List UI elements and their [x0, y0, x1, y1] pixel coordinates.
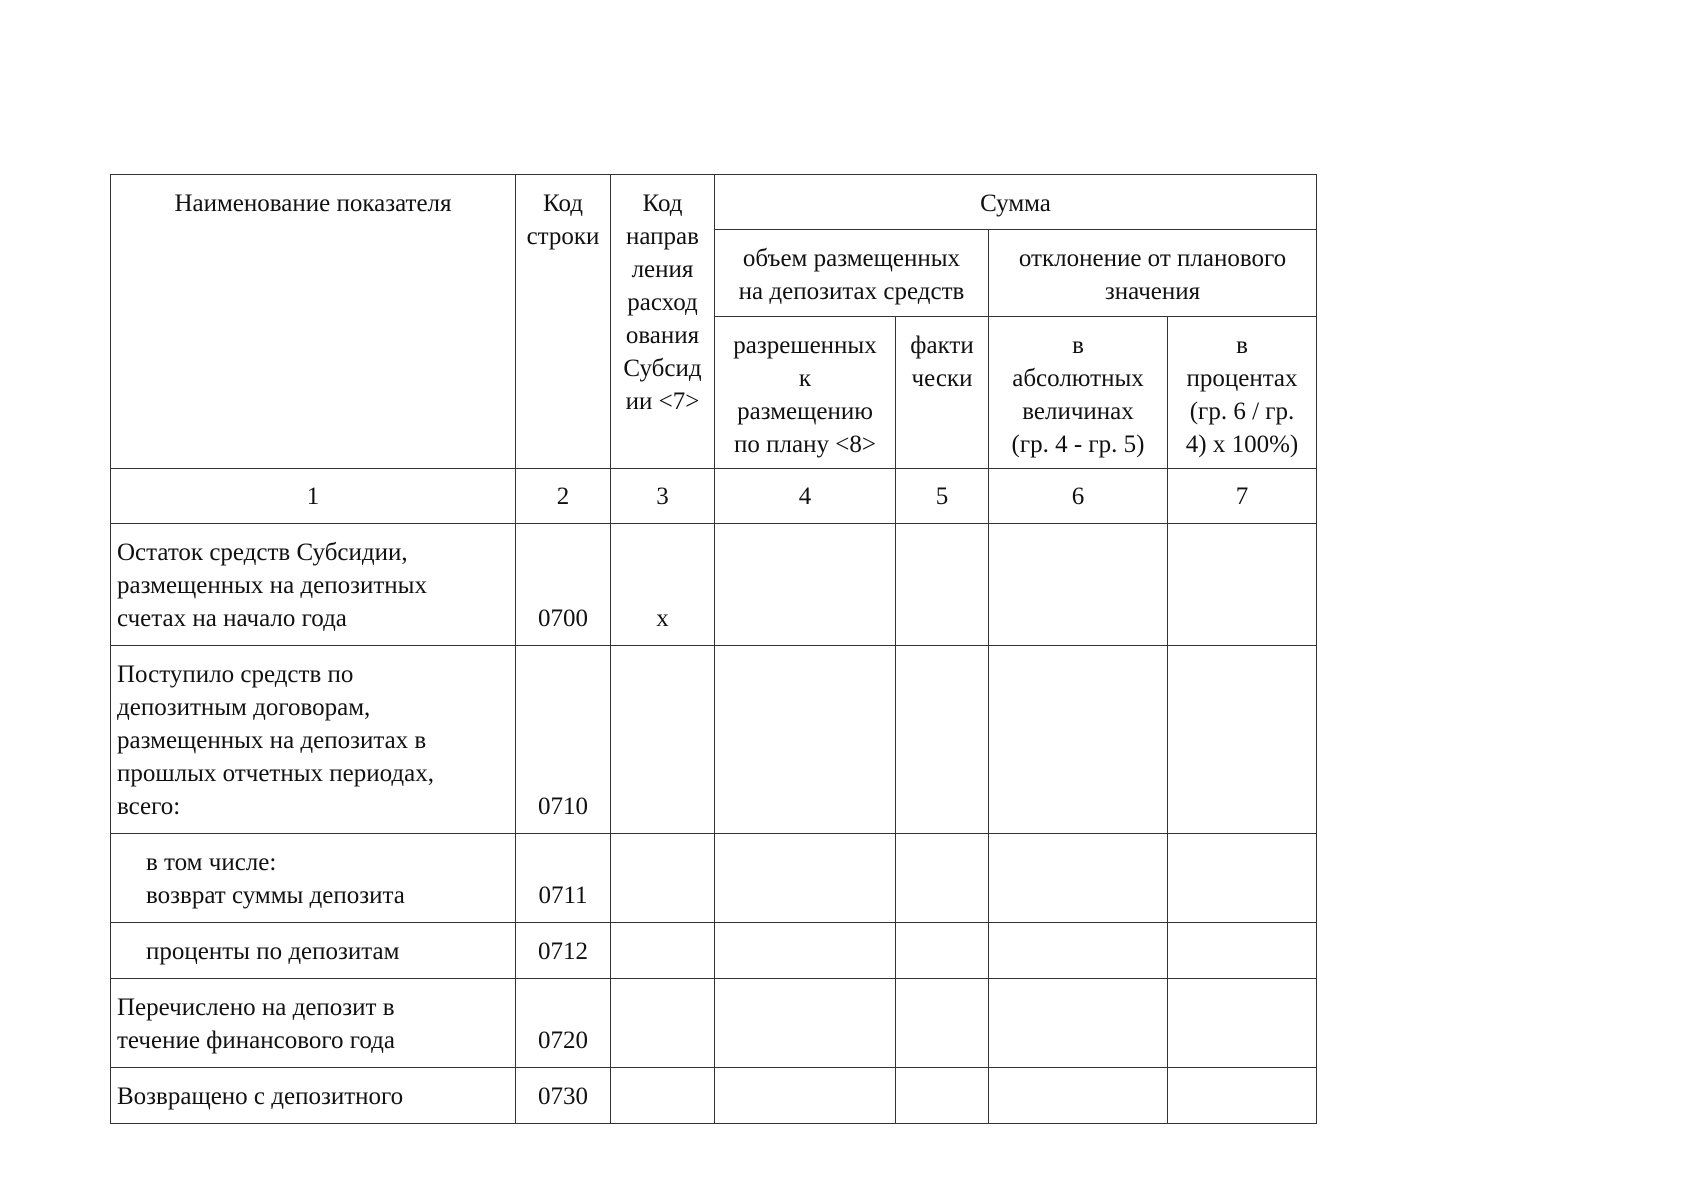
cell-permitted[interactable]	[715, 834, 896, 923]
column-number-row	[111, 469, 1317, 524]
row-direction: x	[611, 524, 715, 646]
row-code: 0712	[516, 923, 611, 979]
column-number: 4	[715, 469, 896, 524]
row-name: в том числе: возврат суммы депозита	[111, 834, 516, 923]
cell-absolute[interactable]	[989, 979, 1168, 1068]
col-header-sum: Сумма	[715, 175, 1317, 230]
header-row-1	[111, 175, 1317, 230]
table-row	[111, 1068, 1317, 1124]
col-header-deviation: отклонение от планового значения	[989, 230, 1317, 317]
cell-percent[interactable]	[1168, 979, 1317, 1068]
table-row	[111, 524, 1317, 646]
cell-percent[interactable]	[1168, 524, 1317, 646]
col-header-volume: объем размещенных на депозитах средств	[715, 230, 989, 317]
row-code: 0700	[516, 524, 611, 646]
column-number: 7	[1168, 469, 1317, 524]
row-direction	[611, 979, 715, 1068]
cell-permitted[interactable]	[715, 646, 896, 834]
column-number: 5	[896, 469, 989, 524]
cell-actual[interactable]	[896, 524, 989, 646]
deposit-report-table	[110, 174, 1317, 1124]
cell-permitted[interactable]	[715, 1068, 896, 1124]
cell-absolute[interactable]	[989, 524, 1168, 646]
col-header-absolute: в абсолютных величинах (гр. 4 - гр. 5)	[989, 317, 1168, 469]
cell-percent[interactable]	[1168, 923, 1317, 979]
cell-permitted[interactable]	[715, 524, 896, 646]
col-header-direction: Код направ ления расход ования Субсид ии <7>	[611, 175, 715, 469]
table-row	[111, 834, 1317, 923]
row-code: 0720	[516, 979, 611, 1068]
cell-actual[interactable]	[896, 834, 989, 923]
table-row	[111, 646, 1317, 834]
row-direction	[611, 923, 715, 979]
cell-percent[interactable]	[1168, 1068, 1317, 1124]
row-name: Поступило средств по депозитным договорам, размещенных на депозитах в прошлых отчетных периодах, всего:	[111, 646, 516, 834]
row-name: Перечислено на депозит в течение финансового года	[111, 979, 516, 1068]
cell-absolute[interactable]	[989, 834, 1168, 923]
cell-percent[interactable]	[1168, 834, 1317, 923]
col-header-actual: факти чески	[896, 317, 989, 469]
col-header-permitted: разрешенных к размещению по плану <8>	[715, 317, 896, 469]
table-row	[111, 979, 1317, 1068]
cell-actual[interactable]	[896, 979, 989, 1068]
cell-permitted[interactable]	[715, 923, 896, 979]
row-name: Остаток средств Субсидии, размещенных на депозитных счетах на начало года	[111, 524, 516, 646]
row-code: 0710	[516, 646, 611, 834]
column-number: 6	[989, 469, 1168, 524]
cell-absolute[interactable]	[989, 646, 1168, 834]
row-code: 0711	[516, 834, 611, 923]
cell-absolute[interactable]	[989, 1068, 1168, 1124]
row-direction	[611, 834, 715, 923]
table-row	[111, 923, 1317, 979]
cell-actual[interactable]	[896, 646, 989, 834]
row-name: проценты по депозитам	[111, 923, 516, 979]
row-code: 0730	[516, 1068, 611, 1124]
column-number: 3	[611, 469, 715, 524]
cell-actual[interactable]	[896, 923, 989, 979]
cell-absolute[interactable]	[989, 923, 1168, 979]
row-name: Возвращено с депозитного	[111, 1068, 516, 1124]
deposit-report-sheet	[110, 174, 1317, 1124]
column-number: 2	[516, 469, 611, 524]
col-header-code: Код строки	[516, 175, 611, 469]
row-direction	[611, 1068, 715, 1124]
column-number: 1	[111, 469, 516, 524]
cell-percent[interactable]	[1168, 646, 1317, 834]
cell-permitted[interactable]	[715, 979, 896, 1068]
col-header-name: Наименование показателя	[111, 175, 516, 469]
cell-actual[interactable]	[896, 1068, 989, 1124]
col-header-percent: в процентах (гр. 6 / гр. 4) x 100%)	[1168, 317, 1317, 469]
row-direction	[611, 646, 715, 834]
